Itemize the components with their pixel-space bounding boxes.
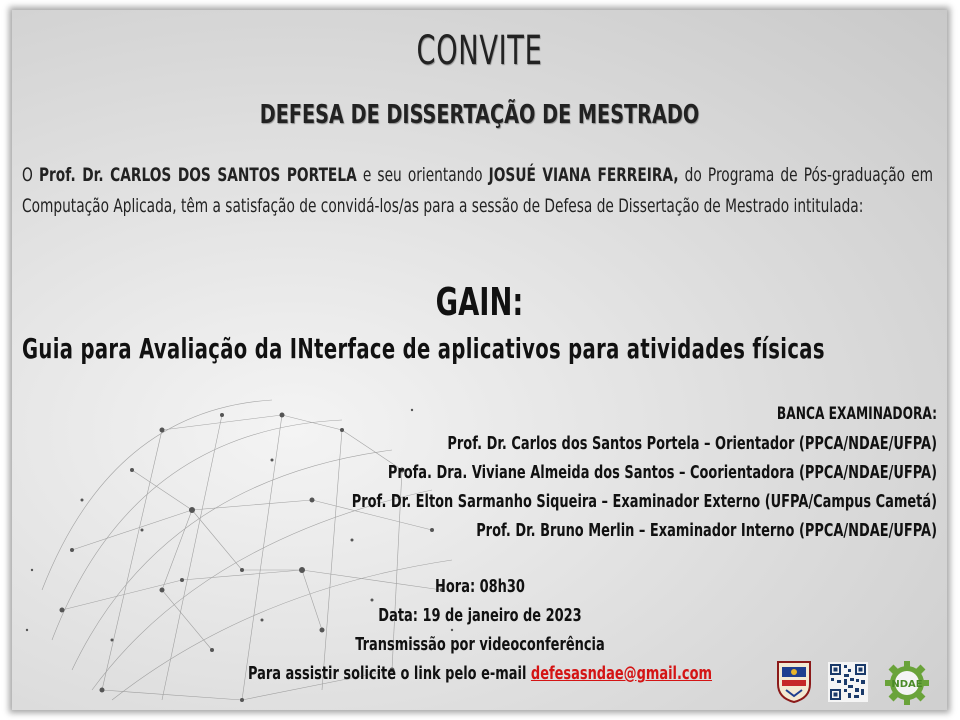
advisor-name: Prof. Dr. CARLOS DOS SANTOS PORTELA: [38, 164, 357, 186]
event-details: [134, 572, 825, 688]
thesis-title: Guia para Avaliação da INterface de aplicativos para atividades físicas: [22, 332, 825, 365]
qr-code-icon: [828, 662, 868, 702]
intro-text-2: e seu orientando: [356, 164, 489, 186]
invitation-title: CONVITE: [416, 28, 543, 74]
ndae-gear-logo: [884, 660, 930, 706]
contact-email-link[interactable]: defesasndae@gmail.com: [530, 663, 713, 684]
board-member: Profa. Dra. Viviane Almeida dos Santos – Coorientadora (PPCA/NDAE/UFPA): [387, 462, 938, 483]
intro-text-3: do Programa de Pós-graduação em Computação Aplicada, têm a satisfação de convidá-los/as para a sessão de Defesa de Dissertação de Mestrado intitulada:: [22, 164, 933, 217]
event-time: Hora: 08h30: [435, 576, 525, 597]
board-member: Prof. Dr. Carlos dos Santos Portela – Orientador (PPCA/NDAE/UFPA): [447, 433, 937, 454]
board-member: Prof. Dr. Bruno Merlin – Examinador Interno (PPCA/NDAE/UFPA): [476, 520, 937, 541]
board-heading: BANCA EXAMINADORA:: [776, 404, 937, 424]
board-member: Prof. Dr. Elton Sarmanho Siqueira – Examinador Externo (UFPA/Campus Cametá): [351, 491, 937, 512]
defense-subtitle: DEFESA DE DISSERTAÇÃO DE MESTRADO: [259, 100, 700, 130]
link-instructions: Para assistir solicite o link pelo e-mail: [247, 663, 531, 684]
invitation-text: [22, 160, 933, 222]
event-transmission: Transmissão por videoconferência: [355, 634, 605, 655]
examining-board: [289, 400, 937, 545]
intro-text-1: O: [22, 164, 39, 186]
svg-text:NDAE: NDAE: [891, 679, 923, 690]
event-date: Data: 19 de janeiro de 2023: [378, 605, 582, 626]
thesis-acronym: GAIN:: [435, 280, 524, 324]
event-link-line: [134, 659, 825, 688]
student-name: JOSUÉ VIANA FERREIRA,: [488, 164, 679, 186]
